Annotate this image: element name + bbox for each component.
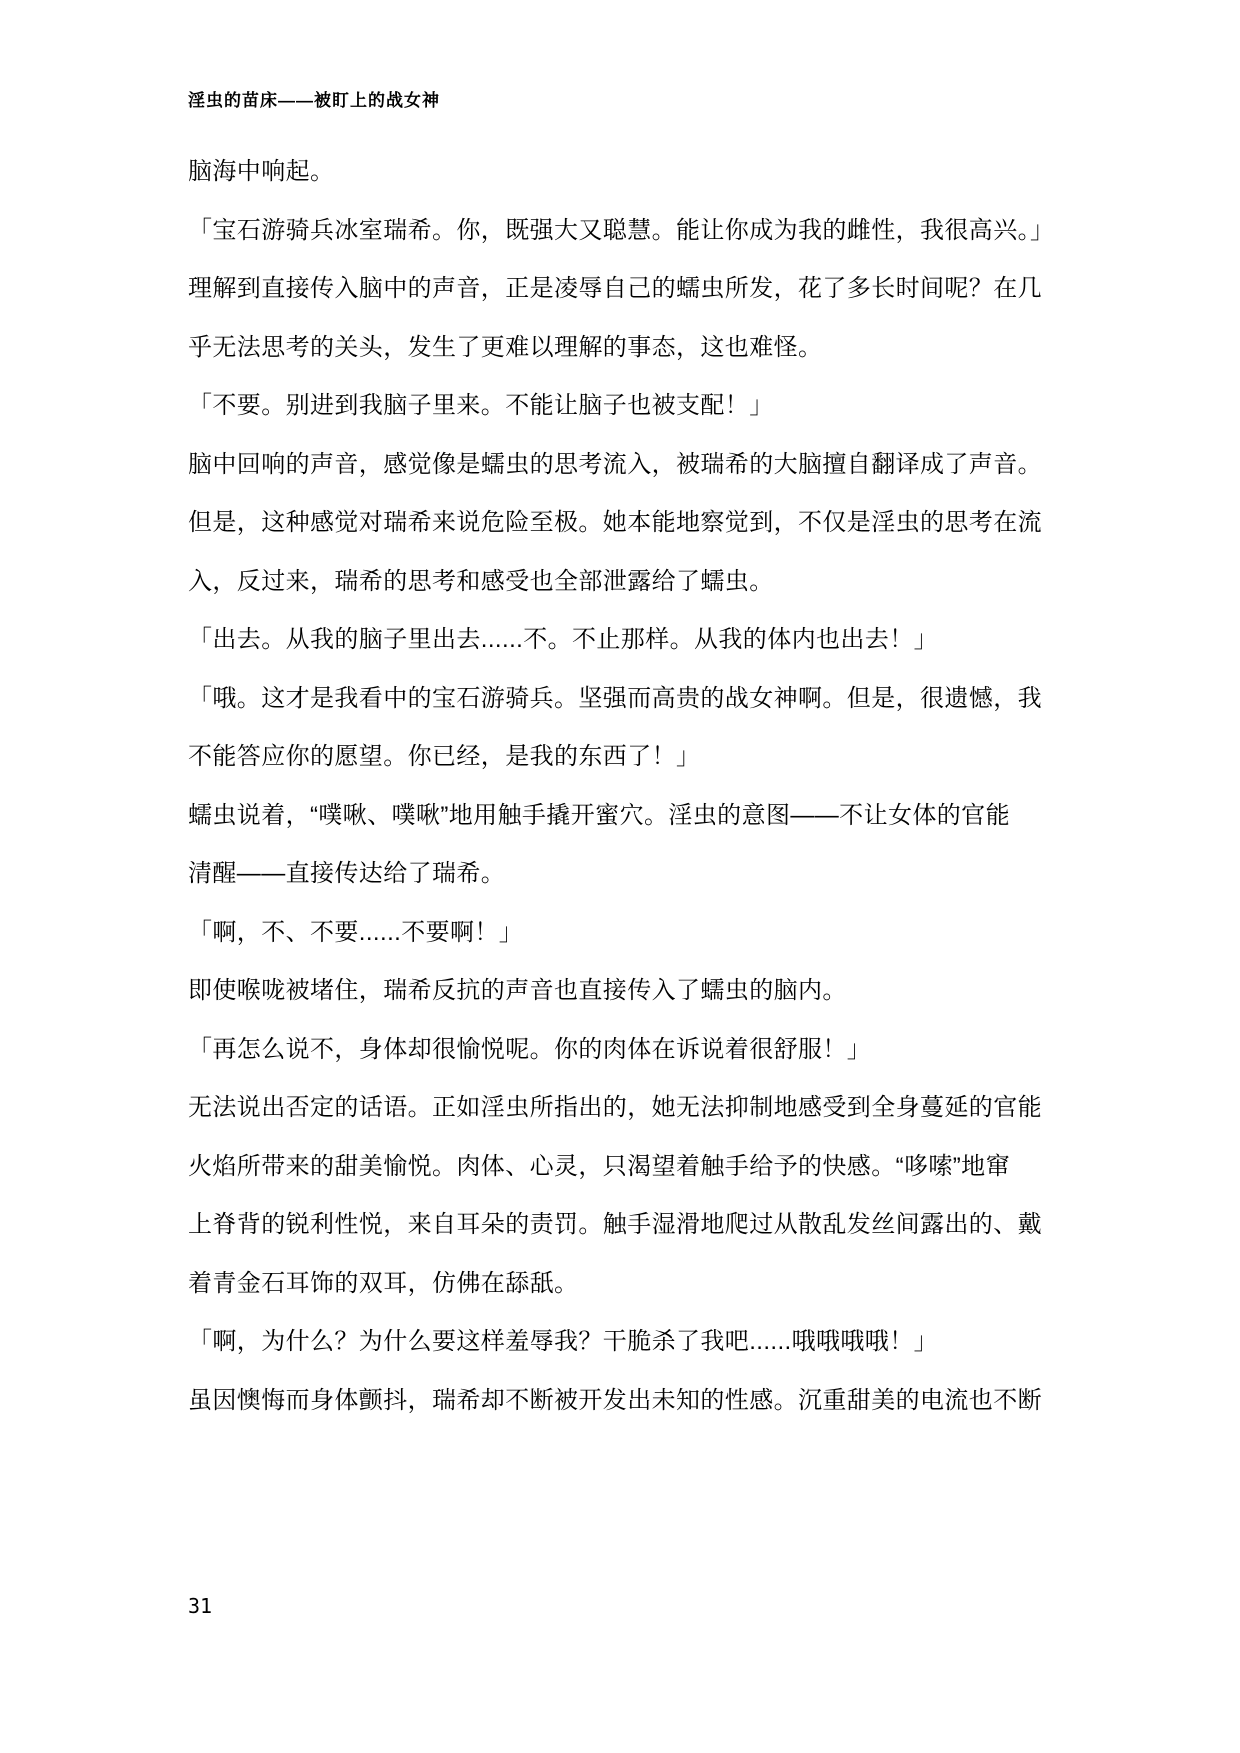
text-line: 火焰所带来的甜美愉悦。肉体、心灵，只渴望着触手给予的快感。“哆嗦”地窜 — [188, 1152, 1010, 1180]
text-line: 乎无法思考的关头，发生了更难以理解的事态，这也难怪。 — [188, 333, 823, 361]
text-line: 蠕虫说着，“噗啾、噗啾”地用触手撬开蜜穴。淫虫的意图——不让女体的官能 — [188, 801, 1010, 829]
page-number: 31 — [188, 1594, 213, 1618]
body-text — [188, 143, 1078, 1430]
text-line: 脑中回响的声音，感觉像是蠕虫的思考流入，被瑞希的大脑擅自翻译成了声音。 — [188, 450, 1042, 478]
text-line: 着青金石耳饰的双耳，仿佛在舔舐。 — [188, 1269, 579, 1297]
text-line: 「哦。这才是我看中的宝石游骑兵。坚强而高贵的战女神啊。但是，很遗憾，我 — [188, 684, 1042, 712]
text-line: 「啊，为什么？为什么要这样羞辱我？干脆杀了我吧......哦哦哦哦！」 — [188, 1328, 939, 1355]
text-line: 理解到直接传入脑中的声音，正是凌辱自己的蠕虫所发，花了多长时间呢？在几 — [188, 275, 1042, 302]
text-line: 即使喉咙被堵住，瑞希反抗的声音也直接传入了蠕虫的脑内。 — [188, 977, 847, 1004]
text-line: 「再怎么说不，身体却很愉悦呢。你的肉体在诉说着很舒服！」 — [188, 1035, 872, 1063]
page-header-title: 淫虫的苗床——被盯上的战女神 — [188, 91, 440, 110]
text-line: 「出去。从我的脑子里出去......不。不止那样。从我的体内也出去！」 — [188, 626, 939, 653]
text-line: 脑海中响起。 — [188, 158, 335, 185]
text-line: 「不要。别进到我脑子里来。不能让脑子也被支配！」 — [188, 392, 774, 419]
text-line: 「啊，不、不要......不要啊！」 — [188, 918, 524, 946]
text-line: 清醒——直接传达给了瑞希。 — [188, 860, 506, 887]
text-line: 「宝石游骑兵冰室瑞希。你，既强大又聪慧。能让你成为我的雌性，我很高兴。」 — [188, 216, 1055, 244]
text-line: 虽因懊悔而身体颤抖，瑞希却不断被开发出未知的性感。沉重甜美的电流也不断 — [188, 1386, 1042, 1414]
text-line: 无法说出否定的话语。正如淫虫所指出的，她无法抑制地感受到全身蔓延的官能 — [188, 1094, 1042, 1121]
text-line: 不能答应你的愿望。你已经，是我的东西了！」 — [188, 743, 701, 770]
text-line: 但是，这种感觉对瑞希来说危险至极。她本能地察觉到，不仅是淫虫的思考在流 — [188, 509, 1042, 536]
text-line: 上脊背的锐利性悦，来自耳朵的责罚。触手湿滑地爬过从散乱发丝间露出的、戴 — [188, 1211, 1042, 1238]
text-line: 入，反过来，瑞希的思考和感受也全部泄露给了蠕虫。 — [188, 567, 774, 595]
